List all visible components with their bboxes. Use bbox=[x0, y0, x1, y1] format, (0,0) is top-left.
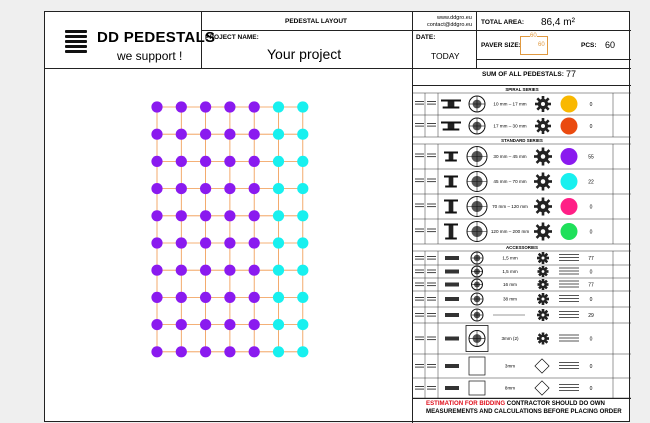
pedestal-marker-purple bbox=[224, 346, 235, 357]
accessory-caption bbox=[559, 338, 579, 339]
pedestal-marker-purple bbox=[224, 319, 235, 330]
tiny-caption bbox=[415, 256, 424, 257]
accessory-side-icon bbox=[445, 283, 459, 287]
accessory-caption bbox=[559, 341, 579, 342]
pedestal-icon bbox=[444, 200, 458, 202]
estimation-note-line2: MEASUREMENTS AND CALCULATIONS BEFORE PLACING ORDER bbox=[426, 408, 622, 415]
tiny-caption bbox=[415, 179, 424, 180]
tiny-caption bbox=[415, 229, 424, 230]
pedestal-marker-purple bbox=[151, 183, 162, 194]
accessory-caption bbox=[559, 281, 579, 282]
pedestal-icon bbox=[448, 124, 455, 129]
pedestal-marker-purple bbox=[200, 156, 211, 167]
pedestal-icon bbox=[449, 178, 454, 186]
pedestal-marker-cyan bbox=[297, 237, 308, 248]
pedestal-color-marker bbox=[561, 148, 578, 165]
pedestal-marker-purple bbox=[249, 156, 260, 167]
accessory-count: 0 bbox=[589, 297, 593, 303]
panel-divider bbox=[412, 398, 631, 399]
pedestal-marker-purple bbox=[200, 319, 211, 330]
estimation-note-red: ESTIMATION FOR BIDDING bbox=[426, 400, 506, 407]
pedestal-marker-cyan bbox=[297, 101, 308, 112]
accessory-caption bbox=[559, 317, 579, 318]
pedestal-marker-cyan bbox=[297, 319, 308, 330]
accessory-count: 77 bbox=[588, 256, 594, 262]
accessory-count: 29 bbox=[588, 313, 594, 319]
tiny-caption bbox=[427, 179, 436, 180]
tiny-caption bbox=[415, 181, 424, 182]
accessory-side-icon bbox=[445, 364, 459, 368]
tiny-caption bbox=[415, 386, 424, 387]
pedestal-icon bbox=[444, 224, 458, 226]
tiny-caption bbox=[427, 389, 436, 390]
accessory-top-icon bbox=[469, 357, 485, 375]
pedestal-icon bbox=[445, 186, 457, 188]
pedestal-marker-purple bbox=[200, 210, 211, 221]
pedestal-marker-cyan bbox=[273, 156, 284, 167]
pedestal-marker-purple bbox=[249, 319, 260, 330]
accessory-caption bbox=[559, 287, 579, 288]
tiny-caption bbox=[427, 206, 436, 207]
pedestal-icon bbox=[449, 226, 454, 238]
accessory-caption bbox=[559, 390, 579, 391]
pedestal-marker-cyan bbox=[273, 346, 284, 357]
tiny-caption bbox=[415, 231, 424, 232]
accessory-plan-icon bbox=[535, 381, 549, 395]
estimation-note bbox=[426, 400, 622, 416]
pedestal-marker-cyan bbox=[297, 156, 308, 167]
pedestal-base-icon bbox=[542, 314, 545, 317]
pedestal-layout-drawing[interactable] bbox=[145, 96, 315, 366]
accessory-caption bbox=[559, 384, 579, 385]
pedestal-marker-purple bbox=[176, 346, 187, 357]
tiny-caption bbox=[415, 364, 424, 365]
sum-value: 77 bbox=[566, 69, 577, 79]
accessory-size: 1,5 mm bbox=[502, 255, 518, 261]
tiny-caption bbox=[427, 104, 436, 105]
pedestal-marker-purple bbox=[176, 319, 187, 330]
pedestal-marker-purple bbox=[176, 101, 187, 112]
tiny-caption bbox=[427, 256, 436, 257]
accessory-caption bbox=[559, 257, 579, 258]
pedestal-marker-purple bbox=[200, 101, 211, 112]
accessory-size: 8mm bbox=[504, 385, 516, 391]
accessory-caption bbox=[559, 365, 579, 366]
tiny-caption bbox=[427, 259, 436, 260]
tiny-caption bbox=[415, 283, 424, 284]
pedestal-marker-cyan bbox=[273, 129, 284, 140]
accessory-caption bbox=[559, 295, 579, 296]
pedestal-marker-purple bbox=[176, 292, 187, 303]
accessory-caption bbox=[559, 298, 579, 299]
pedestal-marker-purple bbox=[176, 156, 187, 167]
accessory-side-icon bbox=[445, 337, 459, 341]
paver-size-side: 60 bbox=[538, 42, 545, 48]
pedestal-marker-cyan bbox=[297, 183, 308, 194]
accessory-count: 77 bbox=[588, 282, 594, 289]
pedestal-marker-cyan bbox=[273, 210, 284, 221]
accessory-caption bbox=[559, 362, 579, 363]
pedestal-marker-purple bbox=[151, 237, 162, 248]
accessory-caption bbox=[559, 311, 579, 312]
accessory-size: 16 mm bbox=[502, 282, 518, 288]
tiny-caption bbox=[415, 259, 424, 260]
pedestal-marker-purple bbox=[249, 346, 260, 357]
pedestal-color-marker bbox=[561, 118, 578, 135]
pedestal-marker-cyan bbox=[273, 319, 284, 330]
tiny-caption bbox=[415, 300, 424, 301]
pedestal-marker-purple bbox=[200, 237, 211, 248]
tiny-caption bbox=[427, 156, 436, 157]
tiny-caption bbox=[415, 389, 424, 390]
tiny-caption bbox=[415, 204, 424, 205]
tiny-caption bbox=[415, 104, 424, 105]
tiny-caption bbox=[427, 272, 436, 273]
pedestal-icon bbox=[445, 160, 457, 162]
accessory-caption bbox=[559, 314, 579, 315]
pedestal-marker-purple bbox=[200, 265, 211, 276]
contact-email: contact@ddgro.eu bbox=[427, 22, 473, 28]
pedestal-icon bbox=[449, 202, 454, 212]
accessory-caption bbox=[559, 368, 579, 369]
layout-title: PEDESTAL LAYOUT bbox=[285, 18, 348, 25]
standard-count: 0 bbox=[589, 229, 593, 236]
pedestal-icon bbox=[448, 102, 455, 107]
accessory-caption bbox=[559, 387, 579, 388]
accessory-side-icon bbox=[445, 256, 459, 260]
pedestal-marker-purple bbox=[224, 129, 235, 140]
header-divider bbox=[201, 30, 631, 31]
pedestal-marker-purple bbox=[151, 319, 162, 330]
tiny-caption bbox=[415, 206, 424, 207]
pedestal-marker-purple bbox=[200, 183, 211, 194]
pedestal-icon bbox=[449, 154, 454, 160]
standard-count: 22 bbox=[588, 179, 594, 186]
pedestal-marker-purple bbox=[200, 129, 211, 140]
tiny-caption bbox=[415, 339, 424, 340]
pedestal-base-icon bbox=[541, 204, 546, 209]
accessory-side-icon bbox=[445, 297, 459, 301]
date-label: DATE: bbox=[416, 34, 436, 41]
standard-height-range: 30 mm – 45 mm bbox=[493, 154, 527, 160]
accessory-count: 0 bbox=[589, 386, 593, 392]
pedestal-marker-purple bbox=[151, 156, 162, 167]
date-value[interactable]: TODAY bbox=[431, 51, 460, 61]
pedestal-color-marker bbox=[561, 173, 578, 190]
pedestal-marker-purple bbox=[249, 237, 260, 248]
website: www.ddgro.eu bbox=[437, 15, 472, 21]
pedestal-base-icon bbox=[541, 102, 545, 106]
pedestal-marker-purple bbox=[249, 265, 260, 276]
pedestal-legend-panel bbox=[413, 86, 631, 398]
pedestal-icon bbox=[443, 129, 460, 131]
accessory-caption bbox=[559, 271, 579, 272]
tiny-caption bbox=[415, 270, 424, 271]
tiny-caption bbox=[427, 285, 436, 286]
pedestal-marker-purple bbox=[200, 292, 211, 303]
sum-label: SUM OF ALL PEDESTALS: bbox=[482, 71, 564, 78]
tiny-caption bbox=[427, 367, 436, 368]
pedestal-marker-cyan bbox=[273, 292, 284, 303]
pedestal-base-icon bbox=[541, 124, 545, 128]
project-name-label: PROJECT NAME: bbox=[205, 34, 259, 41]
tiny-caption bbox=[427, 126, 436, 127]
tiny-caption bbox=[415, 337, 424, 338]
accessory-plan-icon bbox=[535, 359, 549, 373]
pedestal-marker-cyan bbox=[273, 101, 284, 112]
pedestal-base-icon bbox=[542, 337, 545, 340]
spiral-height-range: 17 mm – 30 mm bbox=[493, 123, 527, 129]
pedestal-marker-cyan bbox=[297, 346, 308, 357]
pedestal-marker-purple bbox=[151, 292, 162, 303]
layout-sheet bbox=[44, 11, 630, 422]
standard-count: 0 bbox=[589, 204, 593, 211]
total-area-label: TOTAL AREA: bbox=[481, 19, 525, 26]
pedestal-marker-purple bbox=[249, 292, 260, 303]
pedestal-icon bbox=[441, 100, 461, 102]
header-divider bbox=[476, 59, 631, 60]
tiny-caption bbox=[427, 386, 436, 387]
tiny-caption bbox=[415, 123, 424, 124]
tiny-caption bbox=[415, 297, 424, 298]
pedestal-marker-cyan bbox=[297, 292, 308, 303]
accessory-caption bbox=[559, 274, 579, 275]
tiny-caption bbox=[415, 156, 424, 157]
accessory-side-icon bbox=[445, 313, 459, 317]
pedestal-base-icon bbox=[542, 270, 545, 273]
standard-count: 55 bbox=[588, 154, 594, 161]
tiny-caption bbox=[415, 285, 424, 286]
pedestal-marker-cyan bbox=[273, 265, 284, 276]
pedestal-marker-purple bbox=[224, 292, 235, 303]
pedestal-marker-purple bbox=[224, 210, 235, 221]
pedestal-base-icon bbox=[542, 298, 545, 301]
tiny-caption bbox=[415, 101, 424, 102]
pedestal-marker-purple bbox=[176, 265, 187, 276]
accessory-count: 0 bbox=[589, 336, 593, 343]
pedestal-marker-purple bbox=[224, 183, 235, 194]
tiny-caption bbox=[427, 283, 436, 284]
accessory-size: 3mm bbox=[504, 363, 516, 369]
accessory-size: 1,5 mm bbox=[502, 269, 518, 275]
paver-size-label: PAVER SIZE: bbox=[481, 42, 521, 49]
tiny-caption bbox=[427, 270, 436, 271]
tiny-caption bbox=[415, 313, 424, 314]
accessory-side-icon bbox=[445, 386, 459, 390]
accessory-caption bbox=[559, 284, 579, 285]
tiny-caption bbox=[427, 154, 436, 155]
spiral-count: 0 bbox=[589, 124, 593, 130]
standard-height-range: 45 mm – 70 mm bbox=[493, 179, 527, 185]
tiny-caption bbox=[427, 297, 436, 298]
header-bottom-border bbox=[45, 68, 631, 69]
accessory-side-icon bbox=[445, 270, 459, 274]
tiny-caption bbox=[427, 231, 436, 232]
tiny-caption bbox=[427, 204, 436, 205]
tiny-caption bbox=[427, 229, 436, 230]
pedestal-color-marker bbox=[561, 96, 578, 113]
pedestal-base-icon bbox=[542, 257, 545, 260]
pedestal-marker-cyan bbox=[297, 210, 308, 221]
pedestal-icon bbox=[445, 212, 457, 214]
pedestal-marker-purple bbox=[176, 183, 187, 194]
tiny-caption bbox=[415, 154, 424, 155]
pedestal-marker-purple bbox=[151, 210, 162, 221]
pedestal-marker-cyan bbox=[297, 265, 308, 276]
pedestal-marker-cyan bbox=[273, 183, 284, 194]
pedestal-marker-purple bbox=[249, 210, 260, 221]
accessory-caption bbox=[559, 254, 579, 255]
accessory-caption bbox=[559, 335, 579, 336]
standard-series-title: STANDARD SERIES bbox=[501, 138, 543, 144]
accessory-size: 3mm (2) bbox=[501, 336, 519, 342]
tiny-caption bbox=[415, 316, 424, 317]
pedestal-marker-purple bbox=[224, 265, 235, 276]
brand-logo-icon bbox=[65, 30, 87, 54]
pedestal-marker-cyan bbox=[273, 237, 284, 248]
pedestal-marker-purple bbox=[151, 265, 162, 276]
pedestal-marker-purple bbox=[176, 237, 187, 248]
tiny-caption bbox=[415, 272, 424, 273]
accessories-title: ACCESSORIES bbox=[506, 245, 538, 251]
pedestal-color-marker bbox=[561, 198, 578, 215]
pedestal-icon bbox=[443, 107, 460, 109]
paver-size-top: 60 bbox=[530, 33, 537, 39]
standard-height-range: 120 mm – 200 mm bbox=[490, 229, 530, 235]
tiny-caption bbox=[427, 337, 436, 338]
total-area-value: 86,4 m² bbox=[541, 17, 575, 28]
tiny-caption bbox=[427, 181, 436, 182]
tiny-caption bbox=[427, 339, 436, 340]
pedestal-base-icon bbox=[542, 283, 545, 286]
pedestal-icon bbox=[445, 238, 457, 240]
standard-height-range: 70 mm – 120 mm bbox=[492, 204, 528, 210]
pedestal-color-marker bbox=[561, 223, 578, 240]
accessory-count: 0 bbox=[589, 269, 593, 276]
tiny-caption bbox=[427, 313, 436, 314]
tiny-caption bbox=[427, 123, 436, 124]
pedestal-icon bbox=[441, 122, 461, 124]
accessory-top-icon bbox=[469, 381, 485, 395]
pedestal-marker-purple bbox=[176, 210, 187, 221]
brand-name: DD PEDESTALS bbox=[97, 29, 216, 46]
tiny-caption bbox=[427, 101, 436, 102]
accessory-caption bbox=[559, 301, 579, 302]
pcs-label: PCS: bbox=[581, 42, 597, 49]
spiral-count: 0 bbox=[589, 102, 593, 108]
pedestal-marker-purple bbox=[151, 346, 162, 357]
project-name-value[interactable]: Your project bbox=[267, 46, 342, 62]
pedestal-icon bbox=[444, 176, 458, 178]
pcs-value: 60 bbox=[605, 40, 616, 50]
accessory-caption bbox=[559, 260, 579, 261]
spiral-height-range: 10 mm – 17 mm bbox=[493, 101, 527, 107]
accessory-size: 38 mm bbox=[502, 296, 518, 302]
pedestal-marker-purple bbox=[151, 101, 162, 112]
tiny-caption bbox=[427, 316, 436, 317]
pedestal-icon bbox=[444, 152, 458, 154]
tiny-caption bbox=[427, 364, 436, 365]
accessory-count: 0 bbox=[589, 364, 593, 370]
pedestal-marker-purple bbox=[224, 237, 235, 248]
pedestal-marker-purple bbox=[224, 156, 235, 167]
spiral-series-title: SPIRAL SERIES bbox=[505, 87, 539, 92]
pedestal-marker-purple bbox=[249, 129, 260, 140]
tiny-caption bbox=[427, 300, 436, 301]
pedestal-base-icon bbox=[541, 154, 546, 159]
pedestal-base-icon bbox=[541, 179, 546, 184]
accessory-caption bbox=[559, 268, 579, 269]
tiny-caption bbox=[415, 126, 424, 127]
pedestal-marker-cyan bbox=[297, 129, 308, 140]
brand-tagline: we support ! bbox=[117, 49, 183, 63]
pedestal-marker-purple bbox=[249, 101, 260, 112]
tiny-caption bbox=[415, 367, 424, 368]
estimation-note-rest: CONTRACTOR SHOULD DO OWN bbox=[505, 400, 605, 407]
pedestal-marker-purple bbox=[176, 129, 187, 140]
pedestal-marker-purple bbox=[200, 346, 211, 357]
pedestal-marker-purple bbox=[151, 129, 162, 140]
pedestal-marker-purple bbox=[224, 101, 235, 112]
pedestal-marker-purple bbox=[249, 183, 260, 194]
pedestal-base-icon bbox=[541, 229, 546, 234]
